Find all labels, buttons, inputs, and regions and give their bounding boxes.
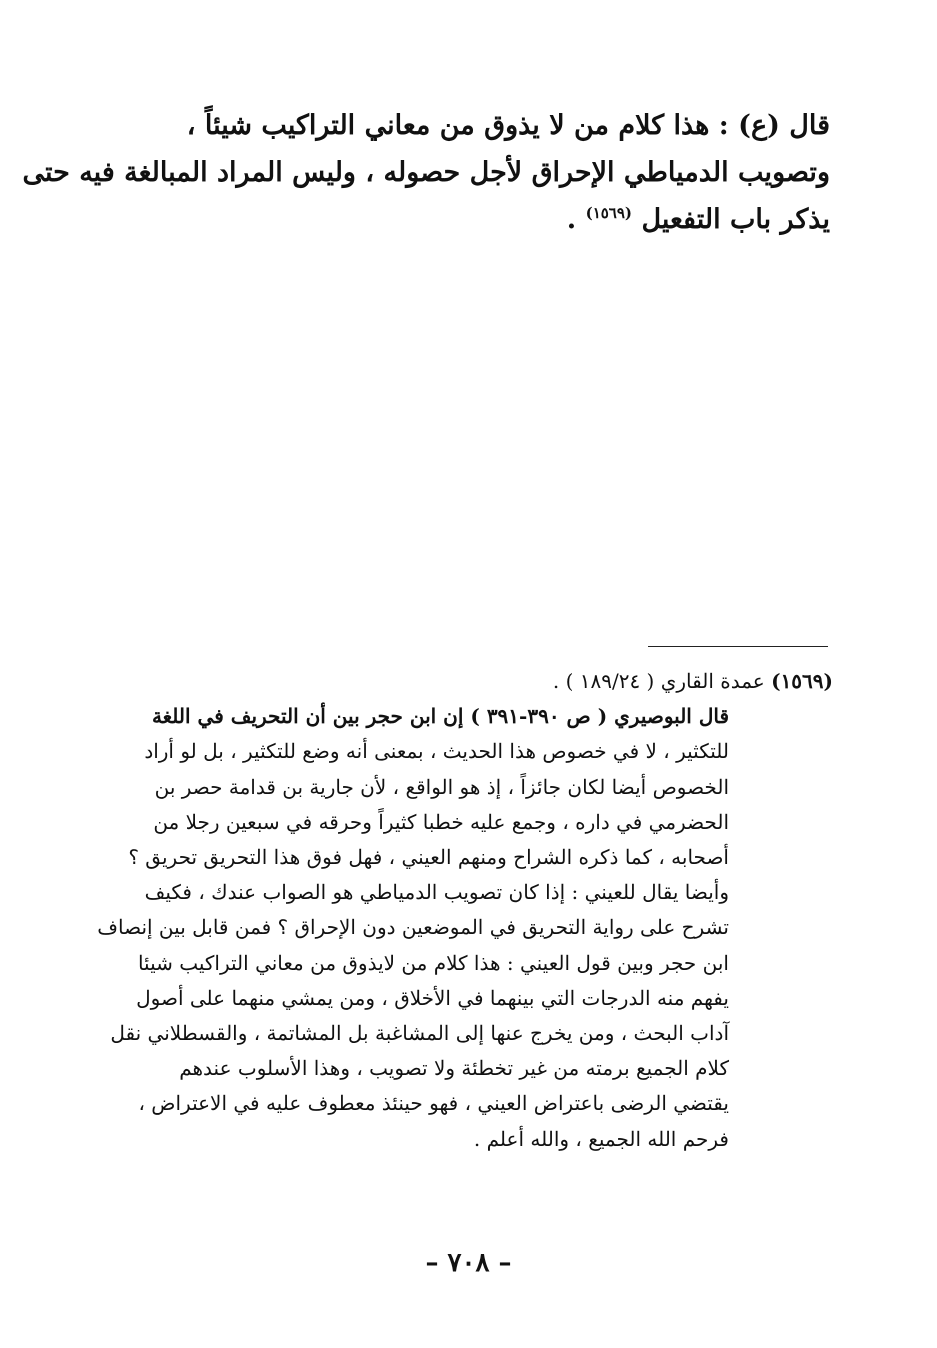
footnote-line: آداب البحث ، ومن يخرج عنها إلى المشاغبة بل المشاتمة ، والقسطلاني نقل xyxy=(110,1021,729,1046)
footnote-line: يفهم منه الدرجات التي بينهما في الأخلاق ، ومن يمشي منهما على أصول xyxy=(136,985,729,1010)
footnote-line: يقتضي الرضى باعتراض العيني ، فهو حينئذ معطوف عليه في الاعتراض ، xyxy=(138,1091,729,1116)
footnote-line: فرحم الله الجميع ، والله أعلم . xyxy=(473,1126,729,1151)
footnote-source: عمدة القاري ( ١٨٩/٢٤ ) . xyxy=(552,669,765,693)
main-text xyxy=(22,102,830,243)
footnote-line: أصحابه ، كما ذكره الشراح ومنهم العيني ، فهل فوق هذا التحريق تحريق ؟ xyxy=(128,845,729,870)
main-line-3-text: يذكر باب التفعيل xyxy=(641,204,830,235)
footnote-line: الحضرمي في داره ، وجمع عليه خطبا كثيراً وحرقه في سبعين رجلا من xyxy=(153,809,729,834)
footnote-line: قال البوصيري ( ص ٣٩٠-٣٩١ ) إن ابن حجر بين أن التحريف في اللغة xyxy=(151,704,729,729)
footnote-line: الخصوص أيضا لكان جائزاً ، إذ هو الواقع ، لأن جارية بن قدامة حصر بن xyxy=(154,774,729,799)
main-line-2: وتصويب الدمياطي الإحراق لأجل حصوله ، وليس المراد المبالغة فيه حتى xyxy=(22,157,830,188)
footnote-ref-marker: (١٥٦٩) xyxy=(585,204,633,222)
footnote-line: تشرح على رواية التحريق في الموضعين دون الإحراق ؟ فمن قابل بين إنصاف xyxy=(97,915,729,940)
footnote-divider xyxy=(648,646,828,647)
footnote-line: للتكثير ، لا في خصوص هذا الحديث ، بمعنى أنه وضع للتكثير ، بل لو أراد xyxy=(144,739,729,764)
footnote-number: (١٥٦٩) xyxy=(771,669,833,693)
footnote-header xyxy=(100,664,833,699)
footnote-line: كلام الجميع برمته من غير تخطئة ولا تصويب ، وهذا الأسلوب عندهم xyxy=(179,1056,729,1081)
main-end-punct: . xyxy=(566,204,586,235)
footnote-line: وأيضا يقال للعيني : إذا كان تصويب الدمياطي هو الصواب عندك ، فكيف xyxy=(144,880,729,905)
main-line-3 xyxy=(100,196,830,243)
main-line-1: قال (ع) : هذا كلام من لا يذوق من معاني التراكيب شيئاً ، xyxy=(186,110,830,141)
page-number: – ٧٠٨ – xyxy=(425,1248,512,1278)
footnote-line: ابن حجر وبين قول العيني : هذا كلام من لايذوق من معاني التراكيب شيئا xyxy=(137,950,729,975)
footnotes xyxy=(97,664,833,1157)
footnote-body xyxy=(97,699,833,1157)
